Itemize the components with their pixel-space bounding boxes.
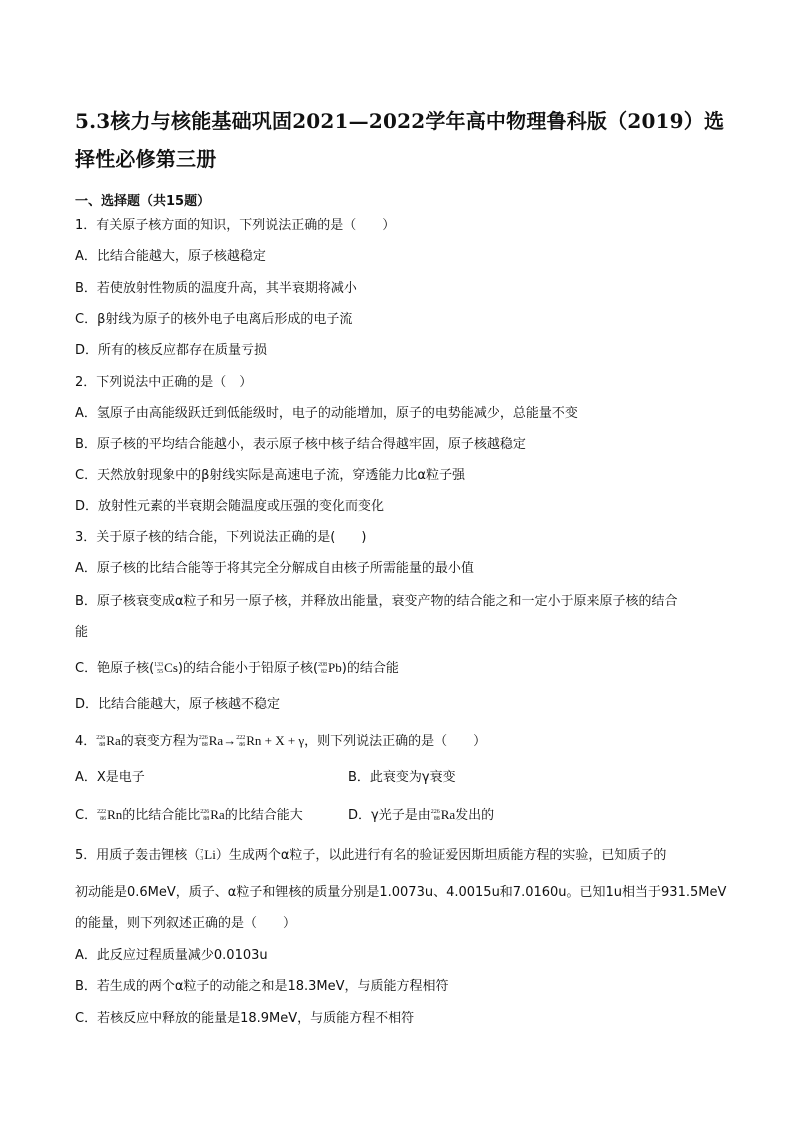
q3-c-suffix: )的结合能 bbox=[341, 661, 399, 676]
ra-nuclide-eq bbox=[199, 732, 223, 750]
ra-c-symbol: Ra bbox=[210, 807, 225, 822]
q1-option-a: A．比结合能越大，原子核越稳定 bbox=[75, 249, 266, 264]
q3-option-b-line2: 能 bbox=[75, 625, 89, 640]
q3-option-a: A．原子核的比结合能等于将其完全分解成自由核子所需能量的最小值 bbox=[75, 561, 474, 576]
cs-symbol: Cs bbox=[164, 660, 178, 675]
cs-nuclide bbox=[154, 659, 178, 677]
ra-mass-number: 226 bbox=[96, 735, 106, 742]
ra-nuclide-d bbox=[431, 806, 455, 824]
q2-stem: 2．下列说法中正确的是（ ） bbox=[75, 375, 253, 390]
q4-d-prefix: D．γ光子是由 bbox=[348, 808, 431, 823]
q4-option-a: A．X是电子 bbox=[75, 770, 145, 785]
q4-option-b: B．此衰变为γ衰变 bbox=[348, 770, 456, 785]
ra-c-atomic-number: 88 bbox=[203, 816, 210, 823]
reaction-products: + X + γ bbox=[261, 733, 305, 748]
li-symbol: Li bbox=[204, 847, 216, 862]
q3-c-prefix: C．铯原子核( bbox=[75, 661, 155, 676]
q4-text-1: 的衰变方程为 bbox=[120, 734, 199, 749]
q3-option-d: D．比结合能越大，原子核越不稳定 bbox=[75, 697, 281, 712]
q2-option-b: B．原子核的平均结合能越小，表示原子核中核子结合得越牢固，原子核越稳定 bbox=[75, 437, 526, 452]
ra-eq-mass-number: 226 bbox=[198, 735, 208, 742]
cs-atomic-number: 55 bbox=[157, 669, 164, 676]
q2-option-d: D．放射性元素的半衰期会随温度或压强的变化而变化 bbox=[75, 499, 385, 514]
rn-c-mass-number: 222 bbox=[97, 809, 107, 816]
q5-stem-prefix: 5．用质子轰击锂核（ bbox=[75, 848, 201, 863]
q4-text-2: ，则下列说法正确的是（ ） bbox=[304, 734, 487, 749]
rn-c-symbol: Rn bbox=[107, 807, 123, 822]
q1-stem: 1．有关原子核方面的知识，下列说法正确的是（ ） bbox=[75, 218, 396, 233]
q4-c-middle: 的比结合能比 bbox=[122, 808, 201, 823]
ra-symbol: Ra bbox=[106, 733, 121, 748]
ra-nuclide bbox=[96, 732, 120, 750]
pb-atomic-number: 82 bbox=[321, 669, 328, 676]
pb-mass-number: 208 bbox=[318, 662, 328, 669]
q4-d-suffix: 发出的 bbox=[455, 808, 495, 823]
li-nuclide bbox=[200, 846, 216, 864]
rn-eq-symbol: Rn bbox=[246, 733, 262, 748]
rn-c-atomic-number: 86 bbox=[100, 816, 107, 823]
q5-stem-line1 bbox=[75, 846, 666, 865]
q4-stem bbox=[75, 732, 486, 751]
ra-d-atomic-number: 88 bbox=[433, 816, 440, 823]
q4-c-prefix: C． bbox=[75, 808, 98, 823]
ra-atomic-number: 88 bbox=[99, 742, 106, 749]
pb-nuclide bbox=[318, 659, 342, 677]
ra-nuclide-c bbox=[200, 806, 224, 824]
cs-mass-number: 133 bbox=[154, 662, 164, 669]
ra-d-mass-number: 226 bbox=[430, 809, 440, 816]
q5-option-a: A．此反应过程质量减少0.0103u bbox=[75, 948, 268, 963]
q2-option-c: C．天然放射现象中的β射线实际是高速电子流，穿透能力比α粒子强 bbox=[75, 468, 465, 483]
q5-option-b: B．若生成的两个α粒子的动能之和是18.3MeV，与质能方程相符 bbox=[75, 979, 449, 994]
q4-number: 4． bbox=[75, 734, 97, 749]
q5-option-c: C．若核反应中释放的能量是18.9MeV，与质能方程不相符 bbox=[75, 1011, 415, 1026]
q3-option-b-line1: B．原子核衰变成α粒子和另一原子核，并释放出能量，衰变产物的结合能之和一定小于原来原子核的结合 bbox=[75, 594, 678, 609]
q3-stem: 3．关于原子核的结合能，下列说法正确的是( ) bbox=[75, 530, 367, 545]
rn-eq-atomic-number: 86 bbox=[239, 742, 246, 749]
ra-eq-atomic-number: 88 bbox=[201, 742, 208, 749]
pb-symbol: Pb bbox=[328, 660, 342, 675]
ra-c-mass-number: 226 bbox=[200, 809, 210, 816]
li-mass-number: 7 bbox=[200, 849, 204, 856]
q1-option-d: D．所有的核反应都存在质量亏损 bbox=[75, 343, 268, 358]
rn-eq-mass-number: 222 bbox=[236, 735, 246, 742]
q4-c-suffix: 的比结合能大 bbox=[224, 808, 303, 823]
q2-option-a: A．氢原子由高能级跃迁到低能级时，电子的动能增加，原子的电势能减少，总能量不变 bbox=[75, 406, 578, 421]
section-heading: 一、选择题（共15题） bbox=[75, 194, 211, 209]
q3-option-c bbox=[75, 659, 399, 678]
q4-option-d bbox=[348, 806, 494, 825]
li-atomic-number: 3 bbox=[200, 856, 204, 863]
q4-option-c bbox=[75, 806, 303, 825]
q5-stem-line3: 的能量，则下列叙述正确的是（ ） bbox=[75, 916, 297, 931]
ra-d-symbol: Ra bbox=[440, 807, 456, 822]
ra-eq-symbol: Ra bbox=[208, 733, 224, 748]
rn-nuclide-c bbox=[97, 806, 122, 824]
q5-stem-line2: 初动能是0.6MeV，质子、α粒子和锂核的质量分别是1.0073u、4.0015u和7.0160u。已知1u相当于931.5MeV bbox=[75, 885, 727, 900]
reaction-arrow: → bbox=[223, 733, 237, 748]
q3-c-middle: )的结合能小于铅原子核( bbox=[177, 661, 319, 676]
document-title: 5.3核力与核能基础巩固2021—2022学年高中物理鲁科版（2019）选择性必修第三册 bbox=[75, 109, 725, 171]
rn-nuclide-eq bbox=[236, 732, 261, 750]
q1-option-c: C．β射线为原子的核外电子电离后形成的电子流 bbox=[75, 312, 353, 327]
q5-stem-suffix: ）生成两个α粒子，以此进行有名的验证爱因斯坦质能方程的实验，已知质子的 bbox=[215, 848, 667, 863]
q1-option-b: B．若使放射性物质的温度升高，其半衰期将减小 bbox=[75, 281, 357, 296]
